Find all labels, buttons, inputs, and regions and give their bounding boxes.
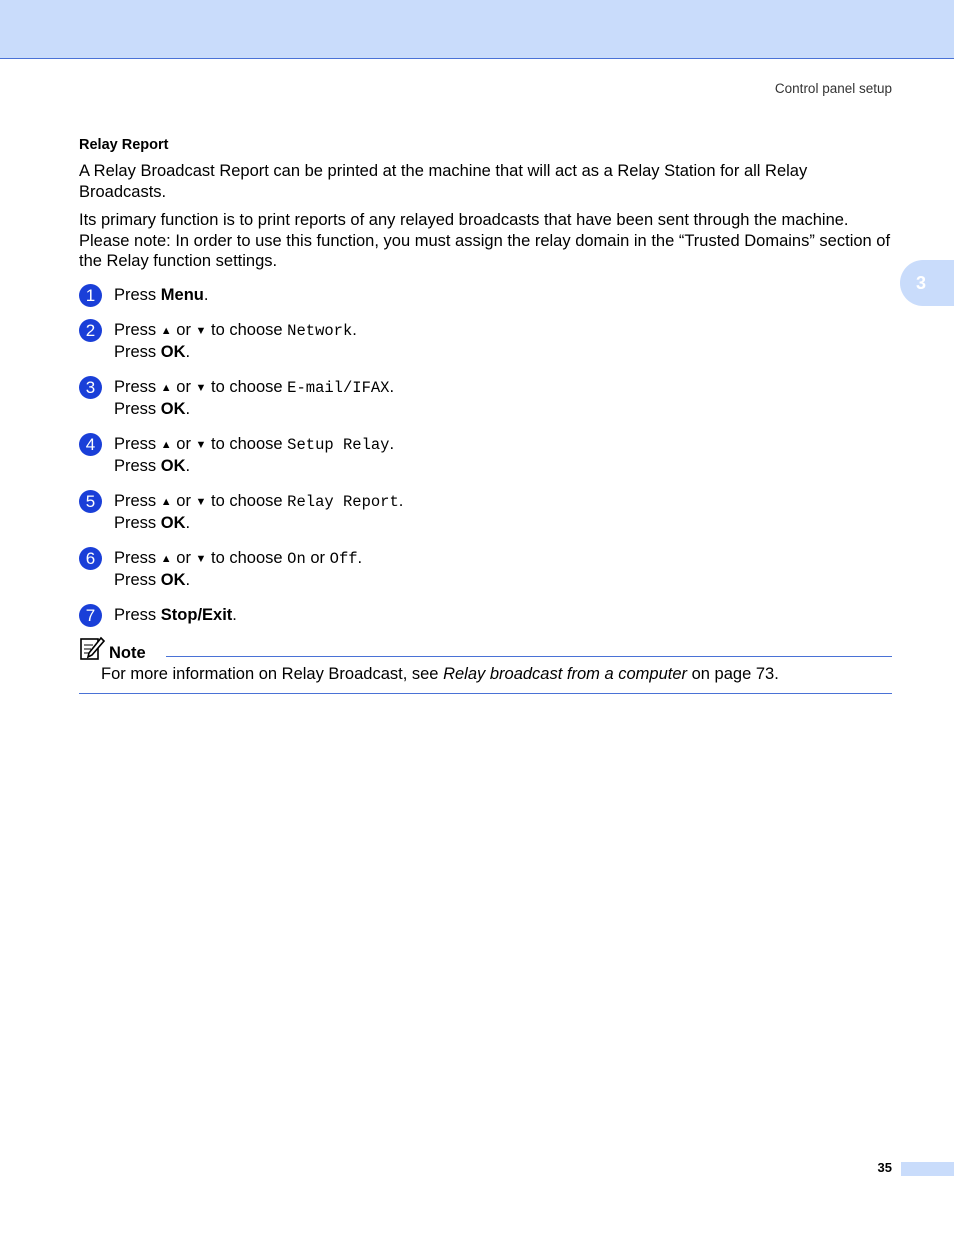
step-1: 1 Press Menu. [79,285,892,306]
step-text: or [176,435,191,453]
note-label: Note [109,643,146,662]
step-text: Press [114,342,157,361]
page-number: 35 [877,1160,892,1175]
ok-key: OK [160,570,186,589]
ok-key: OK [160,399,186,418]
step-text: or [176,549,191,567]
step-text: Press [114,513,157,532]
step-3: 3 Press ▲ or ▼ to choose E-mail/IFAX. Press OK. [79,377,892,419]
note-top-rule [166,656,892,657]
intro-paragraph: A Relay Broadcast Report can be printed at the machine that will act as a Relay Station for all Relay Broadcasts. [79,162,808,201]
page-number-bar [901,1162,954,1176]
step-number-badge: 2 [79,319,102,342]
step-text: Press [114,549,157,567]
step-text: Press [114,399,157,418]
down-arrow-icon: ▼ [195,325,207,337]
step-text: Press [114,285,157,304]
section-title: Relay Report [79,137,169,153]
chapter-tab [900,260,954,306]
running-header: Control panel setup [774,81,892,96]
step-text: or [310,549,326,567]
menu-option: Relay Report [287,493,399,511]
function-paragraph: Its primary function is to print reports of any relayed broadcasts that have been sent through the machine. Please note: In order to use this function, you must assign the relay domain in the “Trusted Domains” section of the Relay function settings. [79,211,891,270]
ok-key: OK [160,513,186,532]
step-6: 6 Press ▲ or ▼ to choose On or Off. Press OK. [79,548,892,590]
step-text: or [176,378,191,396]
menu-option: Network [287,322,353,340]
ok-key: OK [160,456,186,475]
step-7: 7 Press Stop/Exit. [79,605,892,626]
up-arrow-icon: ▲ [160,496,172,508]
step-text: Press [114,321,157,339]
step-text: to choose [211,435,283,453]
step-text: to choose [211,549,283,567]
step-text: Press [114,456,157,475]
step-number-badge: 7 [79,604,102,627]
menu-key: Menu [160,285,204,304]
up-arrow-icon: ▲ [160,382,172,394]
page-content [79,137,892,694]
step-text: Press [114,435,157,453]
chapter-number: 3 [916,272,927,293]
step-text: Press [114,492,157,510]
up-arrow-icon: ▲ [160,325,172,337]
step-number-badge: 6 [79,547,102,570]
ok-key: OK [160,342,186,361]
note-text [79,662,892,694]
note-reference-link[interactable]: Relay broadcast from a computer [443,664,688,683]
top-header-band [0,0,954,59]
step-text: Press [114,570,157,589]
up-arrow-icon: ▲ [160,553,172,565]
step-5: 5 Press ▲ or ▼ to choose Relay Report. Press OK. [79,491,892,533]
down-arrow-icon: ▼ [195,382,207,394]
note-text-before: For more information on Relay Broadcast, see [101,664,444,683]
note-box [79,636,892,695]
step-text: to choose [211,492,283,510]
down-arrow-icon: ▼ [195,496,207,508]
step-text: to choose [211,321,283,339]
note-bottom-rule [79,693,892,694]
note-text-after: on page 73. [687,664,779,683]
step-list [79,285,892,626]
stop-exit-key: Stop/Exit [160,606,233,624]
menu-option-on: On [287,550,306,568]
menu-option: Setup Relay [287,436,390,454]
step-text: Press [114,378,157,396]
step-text: or [176,492,191,510]
note-header [79,636,892,662]
step-number-badge: 5 [79,490,102,513]
note-pencil-icon [79,636,105,662]
step-4: 4 Press ▲ or ▼ to choose Setup Relay. Press OK. [79,434,892,476]
step-2: 2 Press ▲ or ▼ to choose Network. Press OK. [79,320,892,362]
step-text: or [176,321,191,339]
step-number-badge: 1 [79,284,102,307]
down-arrow-icon: ▼ [195,553,207,565]
step-number-badge: 3 [79,376,102,399]
up-arrow-icon: ▲ [160,439,172,451]
step-number-badge: 4 [79,433,102,456]
menu-option: E-mail/IFAX [287,379,390,397]
down-arrow-icon: ▼ [195,439,207,451]
step-text: to choose [211,378,283,396]
step-text: Press [114,606,157,624]
menu-option-off: Off [329,550,358,568]
